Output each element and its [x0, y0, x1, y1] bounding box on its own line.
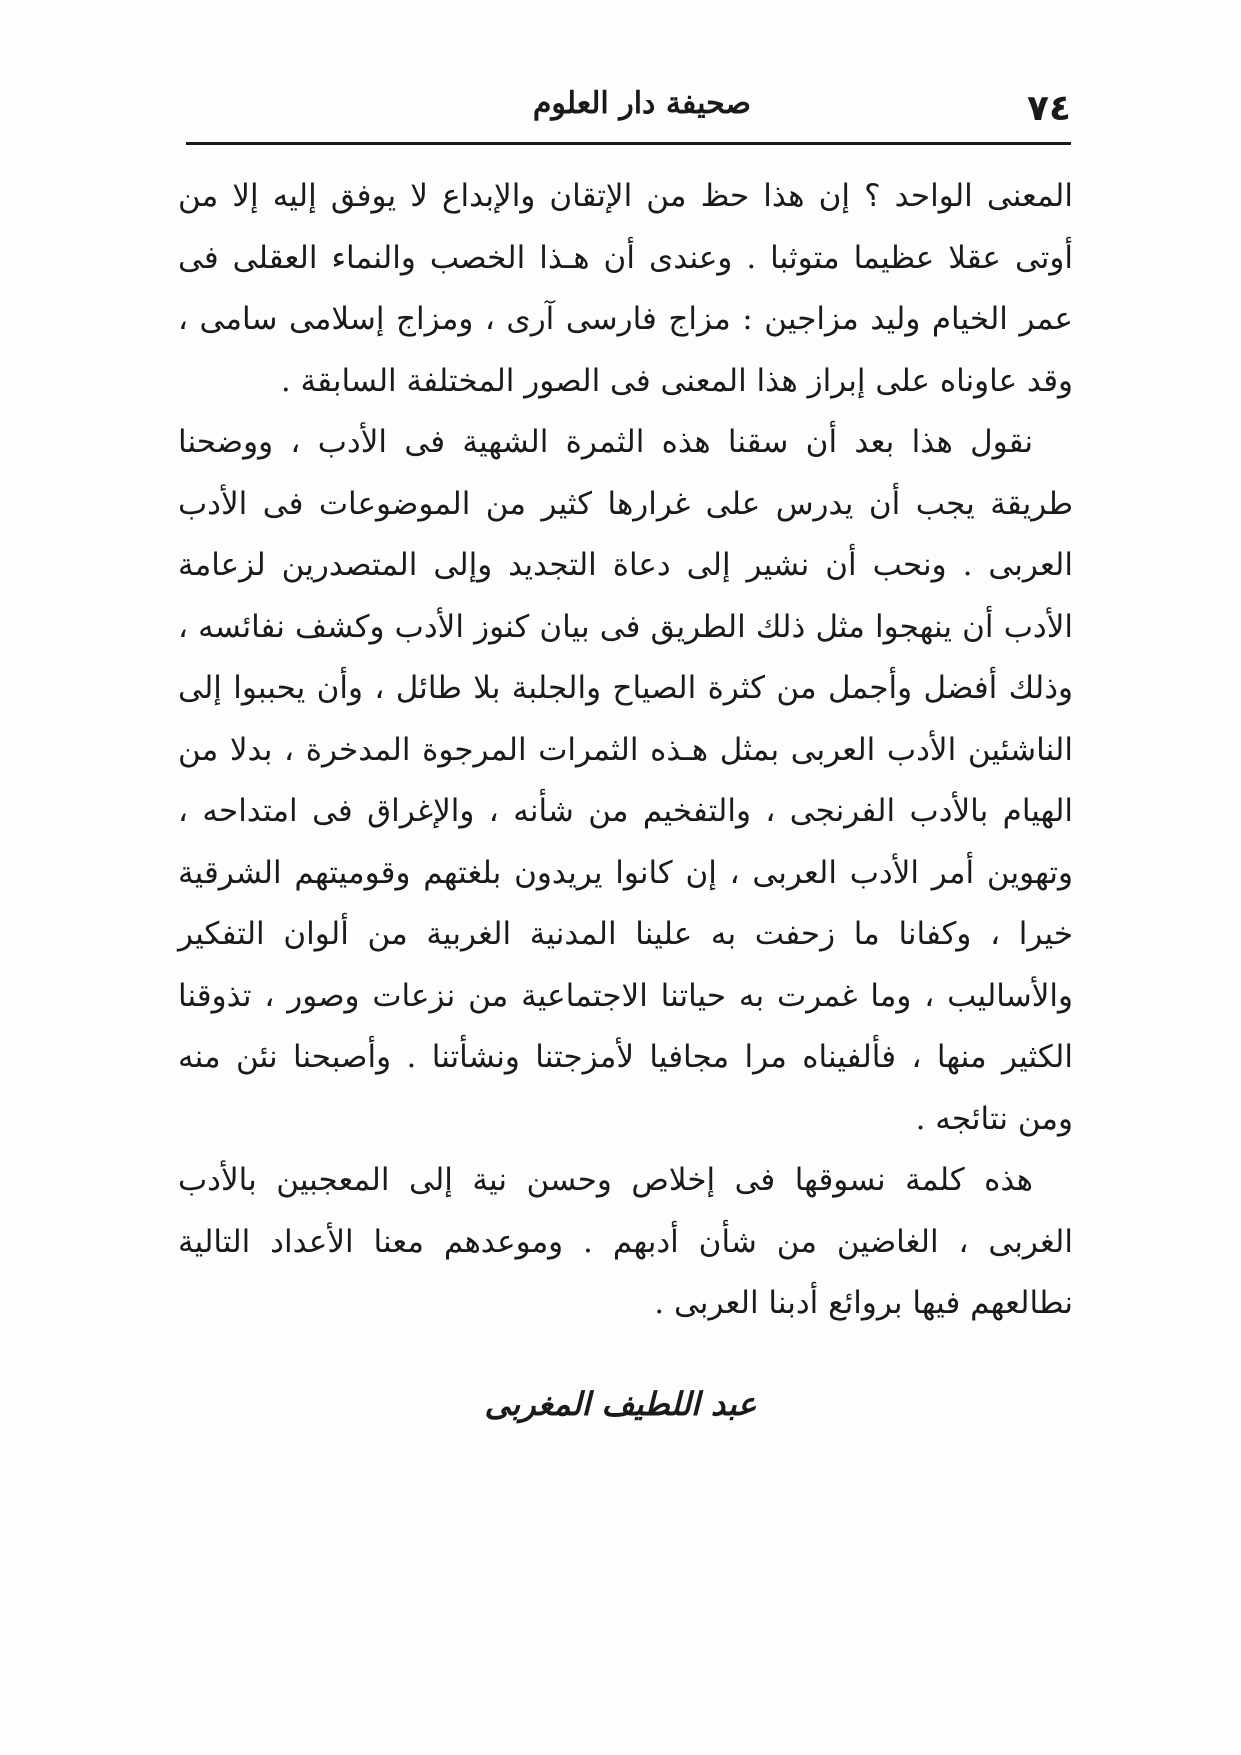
header-rule [186, 142, 1071, 145]
page-number: ٧٤ [1027, 88, 1071, 129]
paragraph-1: المعنى الواحد ؟ إن هذا حظ من الإتقان والإبداع لا يوفق إليه إلا من أوتى عقلا عظيما متوثبا . وعندى أن هـذا الخصب والنماء العقلى فى عمر الخيام وليد مزاجين : مزاج فارسى آرى ، ومزاج إسلامى سامى ، وقد عاوناه على إبراز هذا المعنى فى الصور المختلفة السابقة . [178, 178, 1073, 399]
journal-title: صحيفة دار العلوم [532, 86, 751, 121]
article-body [178, 166, 1073, 1335]
page-header [186, 84, 1071, 134]
paragraph-2: نقول هذا بعد أن سقنا هذه الثمرة الشهية فى الأدب ، ووضحنا طريقة يجب أن يدرس على غرارها كثير من الموضوعات فى الأدب العربى . ونحب أن نشير إلى دعاة التجديد وإلى المتصدرين لزعامة الأدب أن ينهجوا مثل ذلك الطريق فى بيان كنوز الأدب وكشف نفائسه ، وذلك أفضل وأجمل من كثرة الصياح والجلبة بلا طائل ، وأن يحببوا إلى الناشئين الأدب العربى بمثل هـذه الثمرات المرجوة المدخرة ، بدلا من الهيام بالأدب الفرنجى ، والتفخيم من شأنه ، والإغراق فى امتداحه ، وتهوين أمر الأدب العربى ، إن كانوا يريدون بلغتهم وقوميتهم الشرقية خيرا ، وكفانا ما زحفت به علينا المدنية الغربية من ألوان التفكير والأساليب ، وما غمرت به حياتنا الاجتماعية من نزعات وصور ، تذوقنا الكثير منها ، فألفيناه مرا مجافيا لأمزجتنا ونشأتنا . وأصبحنا نئن منه ومن نتائجه . [178, 424, 1073, 1137]
paragraph-3: هذه كلمة نسوقها فى إخلاص وحسن نية إلى المعجبين بالأدب الغربى ، الغاضين من شأن أدبهم . وموعدهم معنا الأعداد التالية نطالعهم فيها بروائع أدبنا العربى . [178, 1162, 1073, 1321]
author-signature: عبد اللطيف المغربى [484, 1385, 757, 1423]
